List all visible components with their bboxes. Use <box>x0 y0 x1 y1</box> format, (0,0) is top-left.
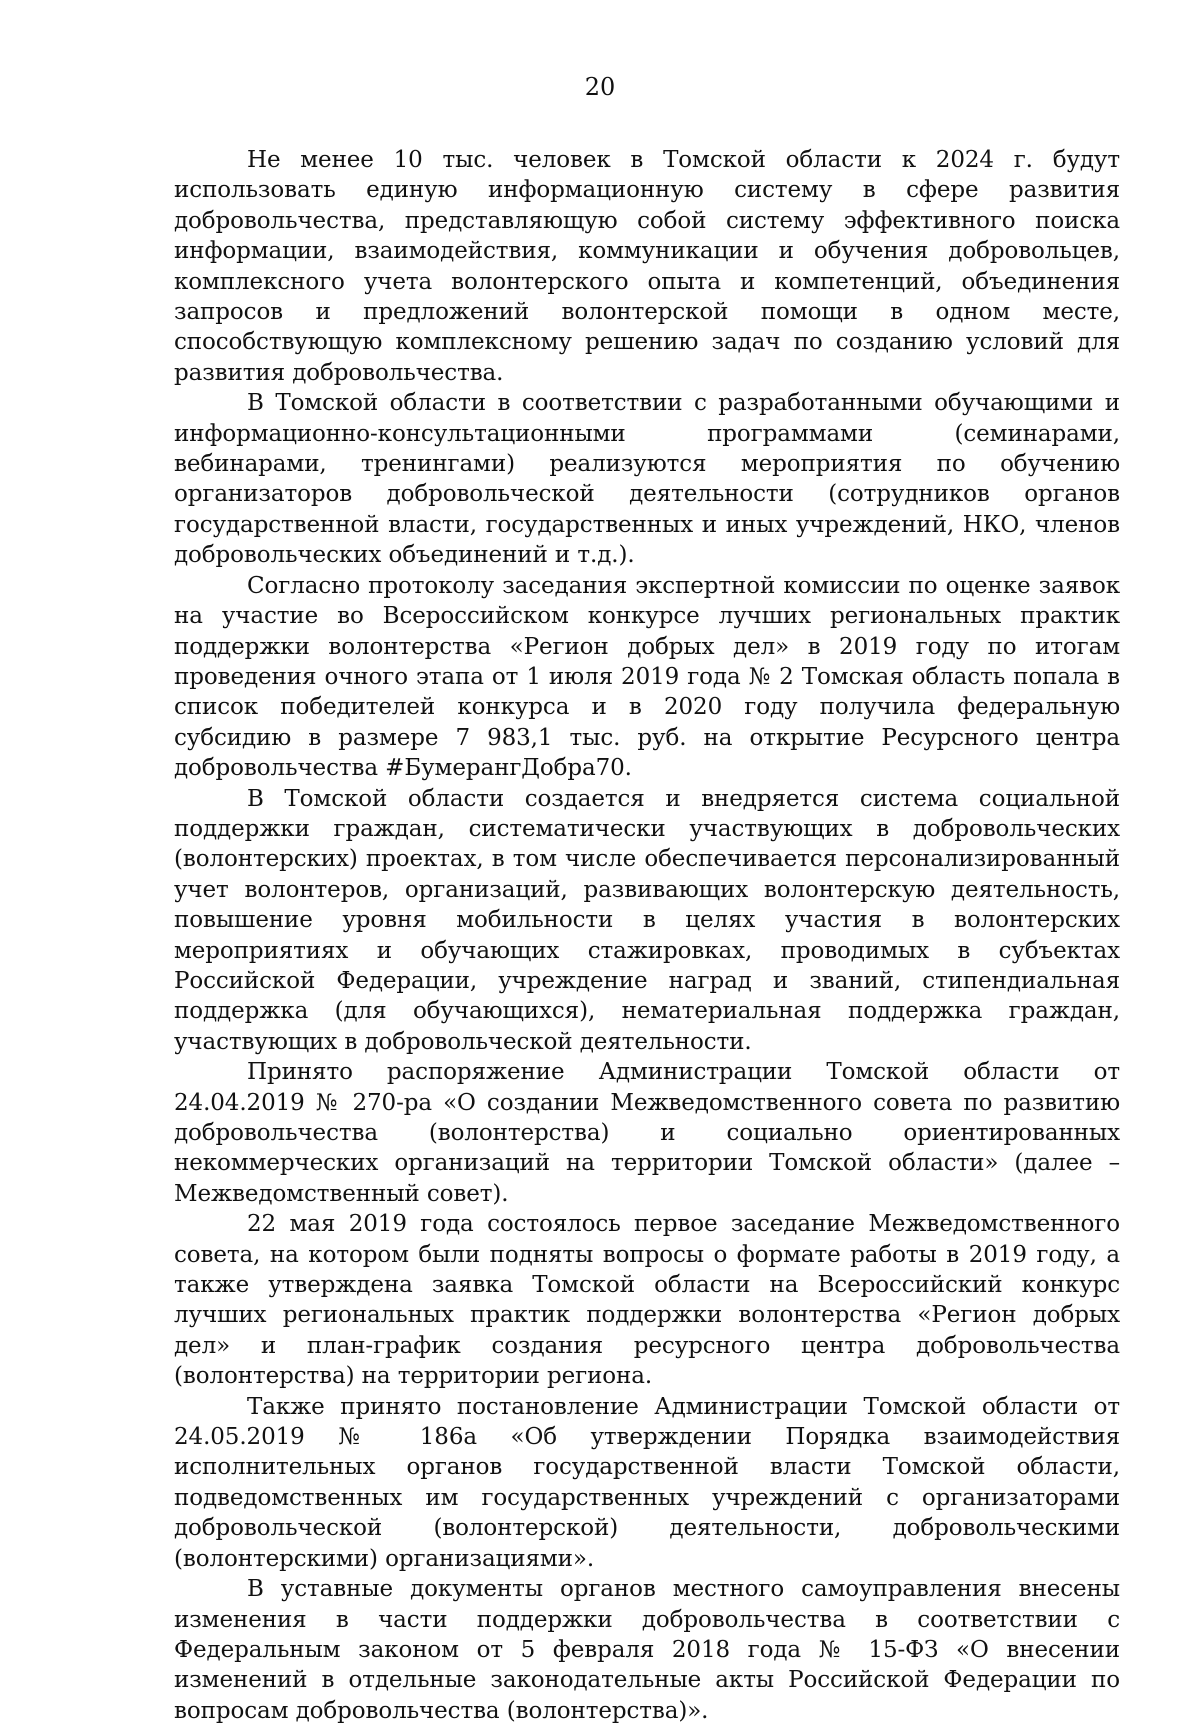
paragraph-4: В Томской области создается и внедряется система социальной поддержки граждан, систематически участвующих в добровольческих (волонтерских) проектах, в том числе обеспечивается персонализированный учет волонтеров, организаций, развивающих волонтерскую деятельность, повышение уровня мобильности в целях участия в волонтерских мероприятиях и обучающих стажировках, проводимых в субъектах Российской Федерации, учреждение наград и званий, стипендиальная поддержка (для обучающихся), нематериальная поддержка граждан, участвующих в добровольческой деятельности. <box>174 785 1120 1055</box>
paragraph-5: Принято распоряжение Администрации Томской области от 24.04.2019 № 270-ра «О создании Межведомственного совета по развитию добровольчества (волонтерства) и социально ориентированных некоммерческих организаций на территории Томской области» (далее – Межведомственный совет). <box>174 1059 1120 1207</box>
page-number: 20 <box>584 73 616 101</box>
paragraph-3: Согласно протоколу заседания экспертной комиссии по оценке заявок на участие во Всероссийском конкурсе лучших региональных практик поддержки волонтерства «Регион добрых дел» в 2019 году по итогам проведения очного этапа от 1 июля 2019 года № 2 Томская область попала в список победителей конкурса и в 2020 году получила федеральную субсидию в размере 7 983,1 тыс. руб. на открытие Ресурсного центра добровольчества #БумерангДобра70. <box>174 572 1120 782</box>
paragraph-6: 22 мая 2019 года состоялось первое заседание Межведомственного совета, на котором были подняты вопросы о формате работы в 2019 году, а также утверждена заявка Томской области на Всероссийский конкурс лучших региональных практик поддержки волонтерства «Регион добрых дел» и план-график создания ресурсного центра добровольчества (волонтерства) на территории региона. <box>174 1211 1120 1390</box>
paragraph-7: Также принято постановление Администрации Томской области от 24.05.2019 № 186а «Об утверждении Порядка взаимодействия исполнительных органов государственной власти Томской области, подведомственных им государственных учреждений с организаторами добровольческой (волонтерской) деятельности, добровольческими (волонтерскими) организациями». <box>174 1393 1120 1572</box>
document-body <box>174 145 1120 1726</box>
paragraph-2: В Томской области в соответствии с разработанными обучающими и информационно-консультационными программами (семинарами, вебинарами, тренингами) реализуются мероприятия по обучению организаторов добровольческой деятельности (сотрудников органов государственной власти, государственных и иных учреждений, НКО, членов добровольческих объединений и т.д.). <box>174 390 1120 569</box>
paragraph-8: В уставные документы органов местного самоуправления внесены изменения в части поддержки добровольчества в соответствии с Федеральным законом от 5 февраля 2018 года № 15-ФЗ «О внесении изменений в отдельные законодательные акты Российской Федерации по вопросам добровольчества (волонтерства)». <box>174 1576 1120 1724</box>
paragraph-1: Не менее 10 тыс. человек в Томской области к 2024 г. будут использовать единую информационную систему в сфере развития добровольчества, представляющую собой систему эффективного поиска информации, взаимодействия, коммуникации и обучения добровольцев, комплексного учета волонтерского опыта и компетенций, объединения запросов и предложений волонтерской помощи в одном месте, способствующую комплексному решению задач по созданию условий для развития добровольчества. <box>174 147 1120 386</box>
